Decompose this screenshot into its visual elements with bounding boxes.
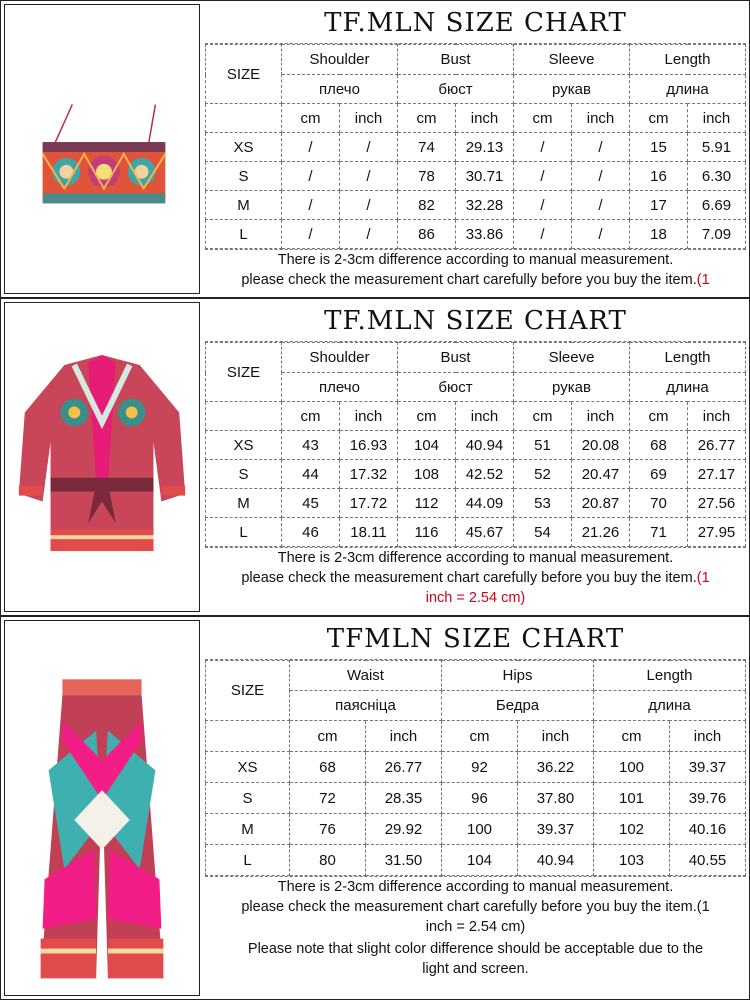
value-cell: 39.37 bbox=[670, 752, 746, 783]
table-row bbox=[206, 783, 746, 814]
size-cell: L bbox=[206, 220, 282, 249]
size-header: SIZE bbox=[206, 661, 290, 721]
value-cell: 112 bbox=[398, 489, 456, 518]
value-cell: 53 bbox=[514, 489, 572, 518]
value-cell: 70 bbox=[630, 489, 688, 518]
value-cell: / bbox=[514, 191, 572, 220]
value-cell: / bbox=[514, 162, 572, 191]
value-cell: 7.09 bbox=[688, 220, 746, 249]
value-cell: 6.69 bbox=[688, 191, 746, 220]
value-cell: 100 bbox=[442, 814, 518, 845]
value-cell: 18 bbox=[630, 220, 688, 249]
note-line: light and screen. bbox=[422, 961, 529, 977]
unit-cell: inch bbox=[340, 104, 398, 133]
value-cell: / bbox=[340, 162, 398, 191]
value-cell: 5.91 bbox=[688, 133, 746, 162]
unit-cell: inch bbox=[572, 402, 630, 431]
value-cell: 40.55 bbox=[670, 845, 746, 876]
ru-bust: бюст bbox=[398, 373, 514, 402]
value-cell: 92 bbox=[442, 752, 518, 783]
ru-length: длина bbox=[594, 691, 746, 721]
value-cell: / bbox=[572, 133, 630, 162]
unit-cell: cm bbox=[514, 104, 572, 133]
size-chart-table-top bbox=[205, 2, 746, 296]
header-bust: Bust bbox=[398, 45, 514, 75]
value-cell: 43 bbox=[282, 431, 340, 460]
header-length: Length bbox=[630, 343, 746, 373]
value-cell: 46 bbox=[282, 518, 340, 547]
header-sleeve: Sleeve bbox=[514, 45, 630, 75]
header-length: Length bbox=[630, 45, 746, 75]
value-cell: 80 bbox=[290, 845, 366, 876]
unit-cell: cm bbox=[630, 402, 688, 431]
header-hips: Hips bbox=[442, 661, 594, 691]
size-cell: L bbox=[206, 518, 282, 547]
table-row bbox=[206, 752, 746, 783]
value-cell: 100 bbox=[594, 752, 670, 783]
value-cell: 37.80 bbox=[518, 783, 594, 814]
size-chart-section-pants bbox=[0, 616, 750, 1000]
value-cell: 40.16 bbox=[670, 814, 746, 845]
value-cell: 104 bbox=[398, 431, 456, 460]
value-cell: 52 bbox=[514, 460, 572, 489]
ru-sleeve: рукав bbox=[514, 373, 630, 402]
size-cell: M bbox=[206, 814, 290, 845]
value-cell: 78 bbox=[398, 162, 456, 191]
value-cell: / bbox=[282, 191, 340, 220]
value-cell: 69 bbox=[630, 460, 688, 489]
note-line: There is 2-3cm difference according to manual measurement. bbox=[277, 550, 674, 566]
unit-cell: inch bbox=[340, 402, 398, 431]
note-text: please check the measurement chart carefully before you buy the item. bbox=[241, 272, 697, 288]
value-cell: 76 bbox=[290, 814, 366, 845]
value-cell: / bbox=[340, 191, 398, 220]
unit-cell: cm bbox=[290, 721, 366, 752]
header-bust: Bust bbox=[398, 343, 514, 373]
value-cell: 20.87 bbox=[572, 489, 630, 518]
value-cell: 36.22 bbox=[518, 752, 594, 783]
value-cell: 16.93 bbox=[340, 431, 398, 460]
note-line: inch = 2.54 cm) bbox=[425, 919, 526, 935]
size-cell: M bbox=[206, 191, 282, 220]
unit-cell: cm bbox=[514, 402, 572, 431]
size-chart-section-kimono bbox=[0, 298, 750, 616]
size-chart-section-top bbox=[0, 0, 750, 298]
value-cell: 116 bbox=[398, 518, 456, 547]
measurement-table bbox=[205, 342, 746, 547]
value-cell: 74 bbox=[398, 133, 456, 162]
header-shoulder: Shoulder bbox=[282, 343, 398, 373]
size-header: SIZE bbox=[206, 45, 282, 104]
table-row bbox=[206, 220, 746, 249]
unit-cell: inch bbox=[670, 721, 746, 752]
value-cell: 45 bbox=[282, 489, 340, 518]
size-cell: XS bbox=[206, 133, 282, 162]
unit-cell: cm bbox=[398, 104, 456, 133]
unit-cell: inch bbox=[572, 104, 630, 133]
size-cell: XS bbox=[206, 431, 282, 460]
value-cell: 44.09 bbox=[456, 489, 514, 518]
unit-blank bbox=[206, 721, 290, 752]
note-red-text: (1 bbox=[696, 570, 710, 586]
value-cell: 18.11 bbox=[340, 518, 398, 547]
value-cell: 42.52 bbox=[456, 460, 514, 489]
kimono-illustration bbox=[5, 303, 199, 611]
table-row bbox=[206, 431, 746, 460]
unit-cell: inch bbox=[366, 721, 442, 752]
value-cell: 96 bbox=[442, 783, 518, 814]
size-chart-table-kimono bbox=[205, 300, 746, 614]
value-cell: 104 bbox=[442, 845, 518, 876]
value-cell: 16 bbox=[630, 162, 688, 191]
unit-cell: inch bbox=[456, 402, 514, 431]
product-photo-kimono bbox=[4, 302, 200, 612]
header-shoulder: Shoulder bbox=[282, 45, 398, 75]
value-cell: 17 bbox=[630, 191, 688, 220]
chart-title: TFMLN SIZE CHART bbox=[205, 618, 746, 660]
unit-blank bbox=[206, 104, 282, 133]
table-row bbox=[206, 489, 746, 518]
size-cell: L bbox=[206, 845, 290, 876]
value-cell: 82 bbox=[398, 191, 456, 220]
header-waist: Waist bbox=[290, 661, 442, 691]
value-cell: / bbox=[572, 220, 630, 249]
value-cell: 103 bbox=[594, 845, 670, 876]
pants-illustration bbox=[5, 621, 199, 995]
value-cell: 51 bbox=[514, 431, 572, 460]
value-cell: 68 bbox=[630, 431, 688, 460]
note-line: Please note that slight color difference should be acceptable due to the bbox=[247, 941, 704, 957]
size-cell: XS bbox=[206, 752, 290, 783]
value-cell: 45.67 bbox=[456, 518, 514, 547]
unit-cell: inch bbox=[518, 721, 594, 752]
measurement-table bbox=[205, 44, 746, 249]
value-cell: 31.50 bbox=[366, 845, 442, 876]
value-cell: / bbox=[340, 220, 398, 249]
unit-cell: cm bbox=[442, 721, 518, 752]
unit-cell: cm bbox=[594, 721, 670, 752]
value-cell: 33.86 bbox=[456, 220, 514, 249]
value-cell: 29.13 bbox=[456, 133, 514, 162]
note-red-text: (1 bbox=[696, 272, 710, 288]
note-text: please check the measurement chart carefully before you buy the item. bbox=[241, 570, 697, 586]
measurement-note bbox=[205, 876, 746, 979]
unit-cell: inch bbox=[688, 104, 746, 133]
value-cell: 26.77 bbox=[366, 752, 442, 783]
value-cell: 30.71 bbox=[456, 162, 514, 191]
ru-sleeve: рукав bbox=[514, 75, 630, 104]
note-line: please check the measurement chart carefully before you buy the item.(1 bbox=[241, 899, 710, 915]
unit-blank bbox=[206, 402, 282, 431]
value-cell: / bbox=[282, 220, 340, 249]
value-cell: 27.17 bbox=[688, 460, 746, 489]
ru-hips: Бедра bbox=[442, 691, 594, 721]
measurement-note bbox=[205, 547, 746, 608]
value-cell: 28.35 bbox=[366, 783, 442, 814]
value-cell: 29.92 bbox=[366, 814, 442, 845]
table-row bbox=[206, 814, 746, 845]
product-photo-pants bbox=[4, 620, 200, 996]
value-cell: 39.37 bbox=[518, 814, 594, 845]
value-cell: 102 bbox=[594, 814, 670, 845]
value-cell: 72 bbox=[290, 783, 366, 814]
table-row bbox=[206, 845, 746, 876]
value-cell: 101 bbox=[594, 783, 670, 814]
value-cell: 44 bbox=[282, 460, 340, 489]
note-line bbox=[205, 270, 746, 290]
value-cell: 27.56 bbox=[688, 489, 746, 518]
value-cell: 15 bbox=[630, 133, 688, 162]
size-cell: S bbox=[206, 162, 282, 191]
value-cell: 108 bbox=[398, 460, 456, 489]
value-cell: 27.95 bbox=[688, 518, 746, 547]
value-cell: 6.30 bbox=[688, 162, 746, 191]
ru-bust: бюст bbox=[398, 75, 514, 104]
unit-cell: inch bbox=[456, 104, 514, 133]
ru-length: длина bbox=[630, 75, 746, 104]
ru-length: длина bbox=[630, 373, 746, 402]
measurement-table bbox=[205, 660, 746, 876]
value-cell: 86 bbox=[398, 220, 456, 249]
value-cell: 54 bbox=[514, 518, 572, 547]
value-cell: 21.26 bbox=[572, 518, 630, 547]
ru-shoulder: плечо bbox=[282, 75, 398, 104]
cami-top-illustration bbox=[5, 5, 199, 293]
value-cell: / bbox=[282, 162, 340, 191]
value-cell: / bbox=[572, 162, 630, 191]
header-sleeve: Sleeve bbox=[514, 343, 630, 373]
value-cell: 68 bbox=[290, 752, 366, 783]
value-cell: 26.77 bbox=[688, 431, 746, 460]
chart-title: TF.MLN SIZE CHART bbox=[205, 2, 746, 44]
table-row bbox=[206, 133, 746, 162]
value-cell: / bbox=[572, 191, 630, 220]
value-cell: 40.94 bbox=[456, 431, 514, 460]
table-row bbox=[206, 162, 746, 191]
unit-cell: cm bbox=[282, 104, 340, 133]
value-cell: 39.76 bbox=[670, 783, 746, 814]
size-cell: M bbox=[206, 489, 282, 518]
note-line: There is 2-3cm difference according to manual measurement. bbox=[277, 879, 674, 895]
note-line: There is 2-3cm difference according to manual measurement. bbox=[277, 252, 674, 268]
value-cell: 17.32 bbox=[340, 460, 398, 489]
size-cell: S bbox=[206, 460, 282, 489]
value-cell: 17.72 bbox=[340, 489, 398, 518]
value-cell: / bbox=[282, 133, 340, 162]
chart-title: TF.MLN SIZE CHART bbox=[205, 300, 746, 342]
ru-waist: паясніца bbox=[290, 691, 442, 721]
product-photo-cami-top bbox=[4, 4, 200, 294]
note-line-red: inch = 2.54 cm) bbox=[425, 590, 526, 606]
header-length: Length bbox=[594, 661, 746, 691]
size-header: SIZE bbox=[206, 343, 282, 402]
size-cell: S bbox=[206, 783, 290, 814]
table-row bbox=[206, 191, 746, 220]
value-cell: / bbox=[514, 220, 572, 249]
table-row bbox=[206, 518, 746, 547]
table-row bbox=[206, 460, 746, 489]
value-cell: 20.08 bbox=[572, 431, 630, 460]
value-cell: 71 bbox=[630, 518, 688, 547]
value-cell: 40.94 bbox=[518, 845, 594, 876]
unit-cell: cm bbox=[630, 104, 688, 133]
note-line bbox=[205, 568, 746, 588]
unit-cell: cm bbox=[282, 402, 340, 431]
value-cell: 20.47 bbox=[572, 460, 630, 489]
unit-cell: inch bbox=[688, 402, 746, 431]
size-chart-table-pants bbox=[205, 618, 746, 998]
value-cell: 32.28 bbox=[456, 191, 514, 220]
measurement-note bbox=[205, 249, 746, 290]
ru-shoulder: плечо bbox=[282, 373, 398, 402]
unit-cell: cm bbox=[398, 402, 456, 431]
value-cell: / bbox=[340, 133, 398, 162]
value-cell: / bbox=[514, 133, 572, 162]
